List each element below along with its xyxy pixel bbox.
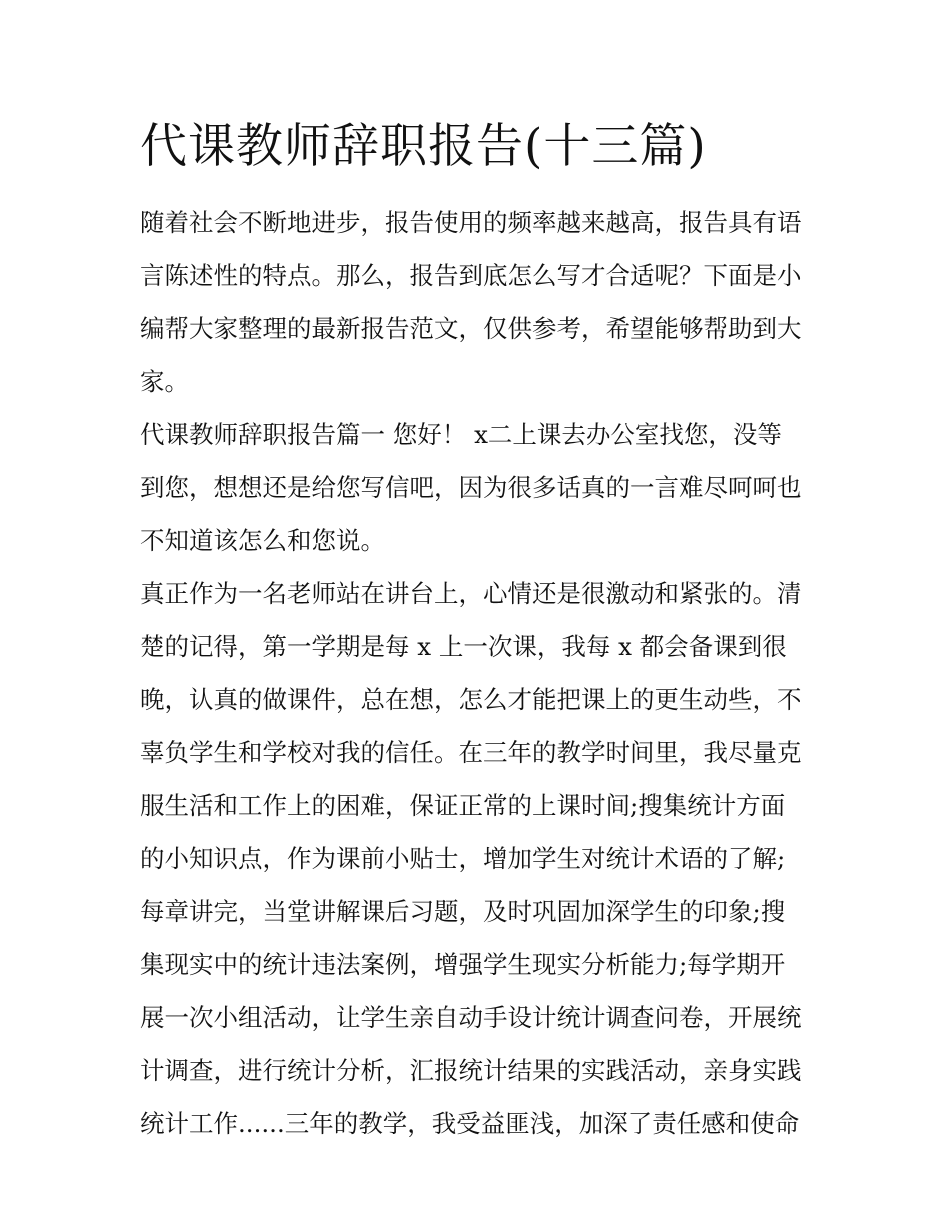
text-line: 晚，认真的做课件，总在想，怎么才能把课上的更生动些，不 bbox=[140, 685, 802, 714]
text-line: 每章讲完，当堂讲解课后习题，及时巩固加深学生的印象;搜 bbox=[140, 897, 786, 926]
document-title: 代课教师辞职报告(十三篇) bbox=[140, 119, 707, 174]
text-line: 到您，想想还是给您写信吧，因为很多话真的一言难尽呵呵也 bbox=[140, 473, 802, 502]
text-line: 统计工作......三年的教学，我受益匪浅，加深了责任感和使命 bbox=[140, 1109, 800, 1138]
text-line: 不知道该怎么和您说。 bbox=[140, 526, 385, 555]
text-line: 随着社会不断地进步，报告使用的频率越来越高，报告具有语 bbox=[140, 208, 802, 237]
document-body bbox=[140, 196, 820, 1150]
text-line: 真正作为一名老师站在讲台上，心情还是很激动和紧张的。清 bbox=[140, 579, 802, 608]
text-line: 集现实中的统计违法案例，增强学生现实分析能力;每学期开 bbox=[140, 950, 786, 979]
text-line: 楚的记得，第一学期是每 x 上一次课，我每 x 都会备课到很 bbox=[140, 632, 787, 661]
text-line: 代课教师辞职报告篇一 您好！ x二上课去办公室找您，没等 bbox=[140, 420, 782, 449]
text-line: 展一次小组活动，让学生亲自动手设计统计调查问卷，开展统 bbox=[140, 1003, 802, 1032]
text-line: 编帮大家整理的最新报告范文，仅供参考，希望能够帮助到大 bbox=[140, 314, 802, 343]
text-line: 言陈述性的特点。那么，报告到底怎么写才合适呢？下面是小 bbox=[140, 261, 802, 290]
text-line: 辜负学生和学校对我的信任。在三年的教学时间里，我尽量克 bbox=[140, 738, 802, 767]
text-line: 的小知识点，作为课前小贴士，增加学生对统计术语的了解; bbox=[140, 844, 786, 873]
text-line: 计调查，进行统计分析，汇报统计结果的实践活动，亲身实践 bbox=[140, 1056, 802, 1085]
text-line: 服生活和工作上的困难，保证正常的上课时间;搜集统计方面 bbox=[140, 791, 786, 820]
text-line: 家。 bbox=[140, 367, 189, 396]
